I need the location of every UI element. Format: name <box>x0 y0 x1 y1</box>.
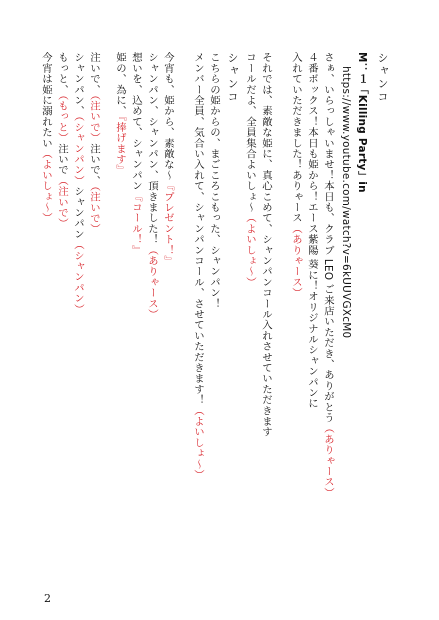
lyric-line <box>130 52 142 255</box>
lyric-line <box>88 52 100 234</box>
speaker-label: シャンコ <box>226 52 239 104</box>
line-text: シャンパン、 <box>72 52 84 117</box>
lyric-line <box>114 52 126 175</box>
page-number: 2 <box>44 592 51 605</box>
lyric-line <box>72 52 84 314</box>
lyric-line <box>322 52 334 498</box>
song-title <box>356 52 368 193</box>
lyric-line <box>290 52 302 298</box>
line-text: 今宵は姫に溺れたい <box>40 52 52 149</box>
title-text: 「Killing Party」in <box>356 84 368 193</box>
line-text: 姫の、為に、 <box>114 52 126 117</box>
song-url: https://www.youtube.com/watch?v=6kUUVGXcM0 <box>340 66 352 339</box>
line-text: もっと、 <box>56 52 68 95</box>
lyric-line <box>192 52 204 480</box>
call-response: 『コール！』 <box>130 191 142 256</box>
line-text: メンバー全員、気合い入れて、シャンパンコール、させていただきます！ <box>192 52 204 406</box>
call-response: （ありゃース） <box>290 223 302 299</box>
lyric-line: ４番ボックス！本日も姫から！エース紫陽 葵に！オリジナルシャンパンに <box>306 52 318 409</box>
line-text: 注いで、 <box>88 143 100 186</box>
call-response: （もっと） <box>56 94 68 144</box>
lyric-line <box>40 52 52 223</box>
call-response: （よいしょ～） <box>244 212 256 288</box>
call-response: 『捧げます』 <box>114 116 126 176</box>
lyric-line <box>56 52 68 229</box>
line-text: 注いで、 <box>88 52 100 95</box>
speaker-label: シャンコ <box>376 52 389 104</box>
title-prefix: M：１ <box>356 52 368 85</box>
line-text: シャンパン <box>72 185 84 240</box>
line-text: シャンパン、シャンパン、頂きました！ <box>146 52 158 245</box>
lyric-line <box>146 52 158 320</box>
line-text: さぁ、いらっしゃいませ！本日も、クラブ LEO ご来店いただき、ありがとう <box>322 52 334 424</box>
call-response: （注いで） <box>88 185 100 235</box>
line-text: 入れていただきました！ありゃース <box>290 52 302 224</box>
call-response: （シャンパン） <box>72 116 84 186</box>
call-response: （よいしょ～） <box>192 405 204 481</box>
call-response: 『プレゼント！』 <box>162 180 174 267</box>
call-response: （シャンパン） <box>72 239 84 315</box>
lyric-line <box>244 52 256 287</box>
call-response: （注いで） <box>88 94 100 144</box>
lyric-line: こちらの姫からの、まごころこもった、シャンパン！ <box>208 52 220 309</box>
lyric-line: それでは、素敵な姫に、真心こめて、シャンパンコール入れさせていただきます <box>260 52 272 438</box>
call-response: （ありゃース） <box>146 244 158 320</box>
line-text: 注いで <box>56 143 68 176</box>
call-response: （ありゃース） <box>322 423 334 498</box>
call-response: （注いで） <box>56 175 68 229</box>
line-text: 今宵も、姫から、素敵な～ <box>162 52 174 181</box>
line-text: 想いを、込めて、シャンパン <box>130 52 142 192</box>
lyric-line <box>162 52 174 266</box>
line-text: コールだよ、全員集合よいしょ～ <box>244 52 256 213</box>
call-response: （よいしょ～） <box>40 148 52 224</box>
